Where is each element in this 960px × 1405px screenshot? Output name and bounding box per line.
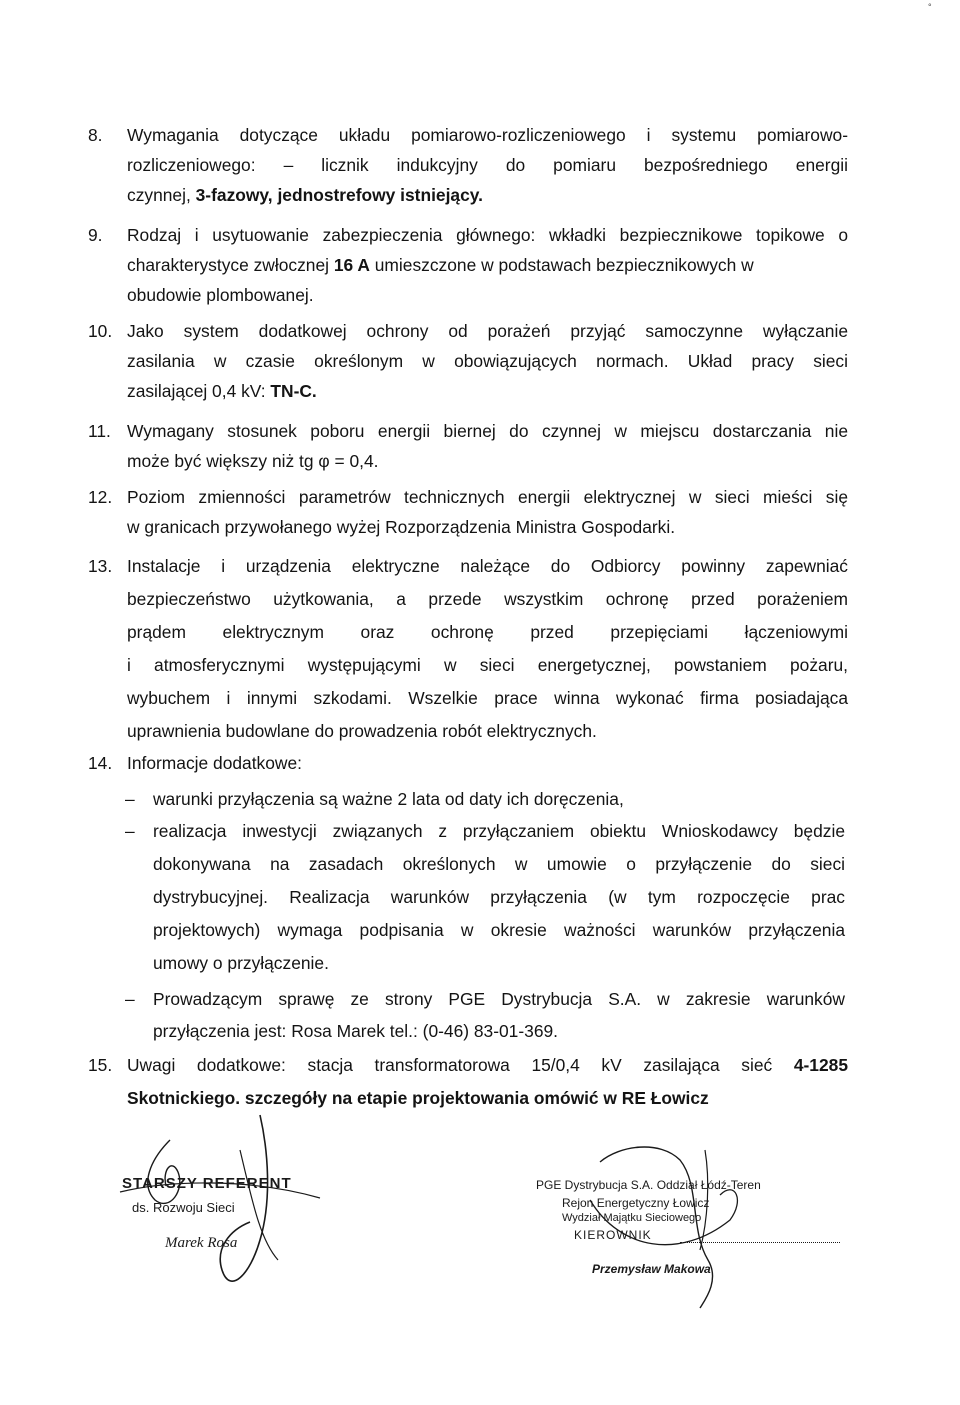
- stamp-line: Wydział Majątku Sieciowego: [562, 1212, 702, 1224]
- text-line: realizacja inwestycji związanych z przyłączaniem obiektu Wnioskodawcy będzie: [153, 821, 845, 841]
- text-line: warunki przyłączenia są ważne 2 lata od daty ich doręczenia,: [153, 789, 624, 809]
- text-line: projektowych) wymaga podpisania w okresie ważności warunków przyłączenia: [153, 920, 845, 940]
- text-line: wybuchem i innymi szkodami. Wszelkie prace winna wykonać firma posiadająca: [127, 688, 848, 708]
- stamp-signature-name: Marek Rosa: [165, 1235, 238, 1251]
- bold-text: 16 A: [333, 255, 370, 275]
- section-15: [88, 1049, 848, 1115]
- text-line: Jako system dodatkowej ochrony od porażeń przyjąć samoczynne wyłączanie: [127, 321, 848, 341]
- stamp-line: PGE Dystrybucja S.A. Oddział Łódź-Teren: [536, 1178, 761, 1192]
- text-line: uprawnienia budowlane do prowadzenia robót elektrycznych.: [127, 721, 597, 741]
- text-span: czynnej,: [127, 185, 196, 205]
- bullet-item: [125, 815, 845, 980]
- dash-marker: –: [125, 989, 135, 1009]
- section-12: [88, 482, 848, 542]
- section-number: 13.: [88, 556, 113, 576]
- stamp-line: KIEROWNIK: [574, 1228, 652, 1242]
- text-line: dokonywana na zasadach określonych w umowie o przyłączenie do sieci: [153, 854, 845, 874]
- section-13: [88, 550, 848, 748]
- stamp-line: Przemysław Makowa: [592, 1262, 711, 1276]
- section-number: 11.: [88, 421, 111, 441]
- stamp-line: Rejon Energetyczny Łowicz: [562, 1196, 710, 1210]
- bullet-item: [125, 784, 845, 814]
- corner-mark: °: [928, 2, 932, 12]
- dash-marker: –: [125, 821, 135, 841]
- text-line: umowy o przyłączenie.: [153, 953, 329, 973]
- text-span: charakterystyce zwłocznej: [127, 255, 334, 275]
- text-line: bezpieczeństwo użytkowania, a przede wszystkim ochronę przed porażeniem: [127, 589, 848, 609]
- text-line: Wymagania dotyczące układu pomiarowo-rozliczeniowego i systemu pomiarowo-: [127, 125, 848, 145]
- text-line: w granicach przywołanego wyżej Rozporządzenia Ministra Gospodarki.: [127, 517, 676, 537]
- section-10: [88, 316, 848, 406]
- text-line: [127, 180, 848, 210]
- text-line: Prowadzącym sprawę ze strony PGE Dystrybucja S.A. w zakresie warunków: [153, 989, 845, 1009]
- text-line: przyłączenia jest: Rosa Marek tel.: (0-46) 83-01-369.: [153, 1021, 558, 1041]
- section-number: 12.: [88, 487, 113, 507]
- text-line: obudowie plombowanej.: [127, 285, 314, 305]
- text-line: rozliczeniowego: – licznik indukcyjny do pomiaru bezpośredniego energii: [127, 155, 848, 175]
- referent-stamp: [110, 1110, 350, 1300]
- stamp-line: ds. Rozwoju Sieci: [132, 1200, 235, 1215]
- text-line: Poziom zmienności parametrów technicznych energii elektrycznej w sieci mieści się: [127, 487, 848, 507]
- text-line: dystrybucyjnej. Realizacja warunków przyłączenia (w tym rozpoczęcie prac: [153, 887, 845, 907]
- section-heading: Informacje dodatkowe:: [127, 753, 302, 773]
- signature-dotted-line: [680, 1242, 840, 1243]
- text-line: Instalacje i urządzenia elektryczne należące do Odbiorcy powinny zapewniać: [127, 556, 848, 576]
- section-14: [88, 748, 848, 778]
- text-line: zasilania w czasie określonym w obowiązujących normach. Układ pracy sieci: [127, 351, 848, 371]
- section-9: [88, 220, 848, 310]
- section-8: [88, 120, 848, 210]
- text-span: umieszczone w podstawach bezpiecznikowych w: [369, 255, 754, 275]
- text-span: Uwagi dodatkowe: stacja transformatorowa 15/0,4 kV zasilająca sieć: [127, 1055, 794, 1075]
- text-span: zasilającej 0,4 kV:: [127, 381, 271, 401]
- bold-text: 3-fazowy, jednostrefowy istniejący.: [195, 185, 483, 205]
- section-number: 14.: [88, 753, 113, 773]
- manager-stamp: [530, 1140, 850, 1310]
- section-number: 9.: [88, 225, 103, 245]
- text-line: Wymagany stosunek poboru energii biernej do czynnej w miejscu dostarczania nie: [127, 421, 848, 441]
- text-line: może być większy niż tg φ = 0,4.: [127, 451, 379, 471]
- text-line: i atmosferycznymi występującymi w sieci energetycznej, powstaniem pożaru,: [127, 655, 848, 675]
- text-line: Rodzaj i usytuowanie zabezpieczenia głównego: wkładki bezpiecznikowe topikowe o: [127, 225, 848, 245]
- bold-text: TN-C.: [270, 381, 317, 401]
- text-line: [127, 250, 848, 280]
- section-number: 10.: [88, 321, 113, 341]
- bullet-item: [125, 983, 845, 1047]
- section-11: [88, 416, 848, 476]
- text-line: [127, 1049, 848, 1082]
- bold-text: 4-1285: [793, 1055, 848, 1075]
- stamp-line: STARSZY REFERENT: [122, 1175, 292, 1192]
- section-number: 8.: [88, 125, 103, 145]
- text-line: [127, 376, 848, 406]
- dash-marker: –: [125, 789, 135, 809]
- signature-scribble: [530, 1140, 850, 1310]
- bold-text-line: Skotnickiego. szczegóły na etapie projektowania omówić w RE Łowicz: [127, 1088, 709, 1108]
- text-line: prądem elektrycznym oraz ochronę przed przepięciami łączeniowymi: [127, 622, 848, 642]
- section-number: 15.: [88, 1055, 113, 1075]
